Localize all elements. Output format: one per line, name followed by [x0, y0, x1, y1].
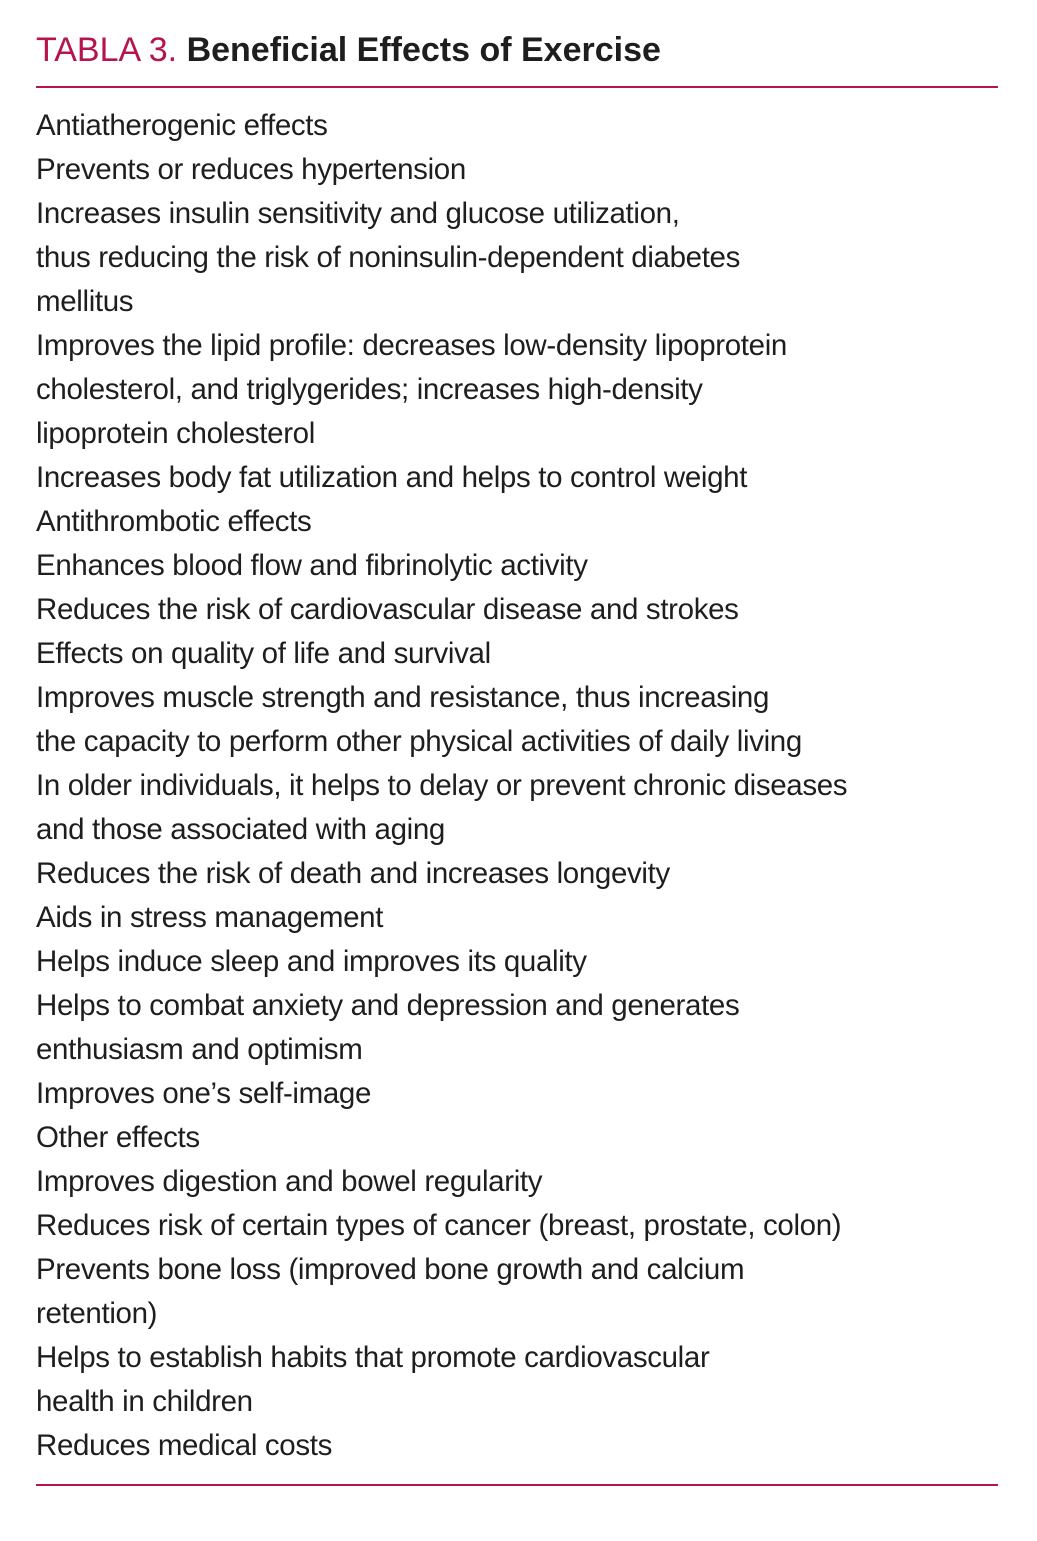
effect-line: the capacity to perform other physical activities of daily living — [36, 725, 802, 758]
effect-line: Prevents bone loss (improved bone growth and calcium — [36, 1253, 745, 1286]
effect-line: Improves digestion and bowel regularity — [36, 1165, 543, 1198]
effect-line: retention) — [36, 1297, 158, 1330]
top-divider — [36, 86, 998, 88]
effect-line: Helps induce sleep and improves its quality — [36, 945, 587, 978]
effect-line: Prevents or reduces hypertension — [36, 153, 466, 186]
effect-line: cholesterol, and triglygerides; increases high-density — [36, 373, 703, 406]
effect-line: Reduces the risk of cardiovascular disease and strokes — [36, 593, 739, 626]
effect-line: Reduces the risk of death and increases longevity — [36, 857, 670, 890]
category-heading: Antithrombotic effects — [36, 505, 312, 538]
table-number-label: TABLA 3. — [36, 31, 178, 69]
effect-line: Increases body fat utilization and helps to control weight — [36, 461, 748, 494]
effects-list — [36, 104, 998, 1468]
table-title-text: Beneficial Effects of Exercise — [186, 31, 661, 69]
table-title — [36, 30, 661, 70]
effect-line: thus reducing the risk of noninsulin-dependent diabetes — [36, 241, 740, 274]
effect-line: Improves muscle strength and resistance, thus increasing — [36, 681, 770, 714]
effect-line: Improves one’s self-image — [36, 1077, 372, 1110]
category-heading: Other effects — [36, 1121, 200, 1154]
effect-line: Reduces risk of certain types of cancer (breast, prostate, colon) — [36, 1209, 842, 1242]
category-heading: Effects on quality of life and survival — [36, 637, 491, 670]
effect-line: Increases insulin sensitivity and glucose utilization, — [36, 197, 680, 230]
effect-line: Improves the lipid profile: decreases low-density lipoprotein — [36, 329, 787, 362]
effect-line: Reduces medical costs — [36, 1429, 332, 1462]
category-heading: Antiatherogenic effects — [36, 109, 328, 142]
bottom-divider — [36, 1484, 998, 1486]
effect-line: lipoprotein cholesterol — [36, 417, 315, 450]
effect-line: mellitus — [36, 285, 134, 318]
effect-line: In older individuals, it helps to delay or prevent chronic diseases — [36, 769, 848, 802]
effect-line: Helps to establish habits that promote cardiovascular — [36, 1341, 710, 1374]
effect-line: and those associated with aging — [36, 813, 445, 846]
effect-line: health in children — [36, 1385, 253, 1418]
effect-line: Aids in stress management — [36, 901, 384, 934]
effect-line: Helps to combat anxiety and depression and generates — [36, 989, 740, 1022]
effect-line: enthusiasm and optimism — [36, 1033, 363, 1066]
effect-line: Enhances blood flow and fibrinolytic activity — [36, 549, 588, 582]
